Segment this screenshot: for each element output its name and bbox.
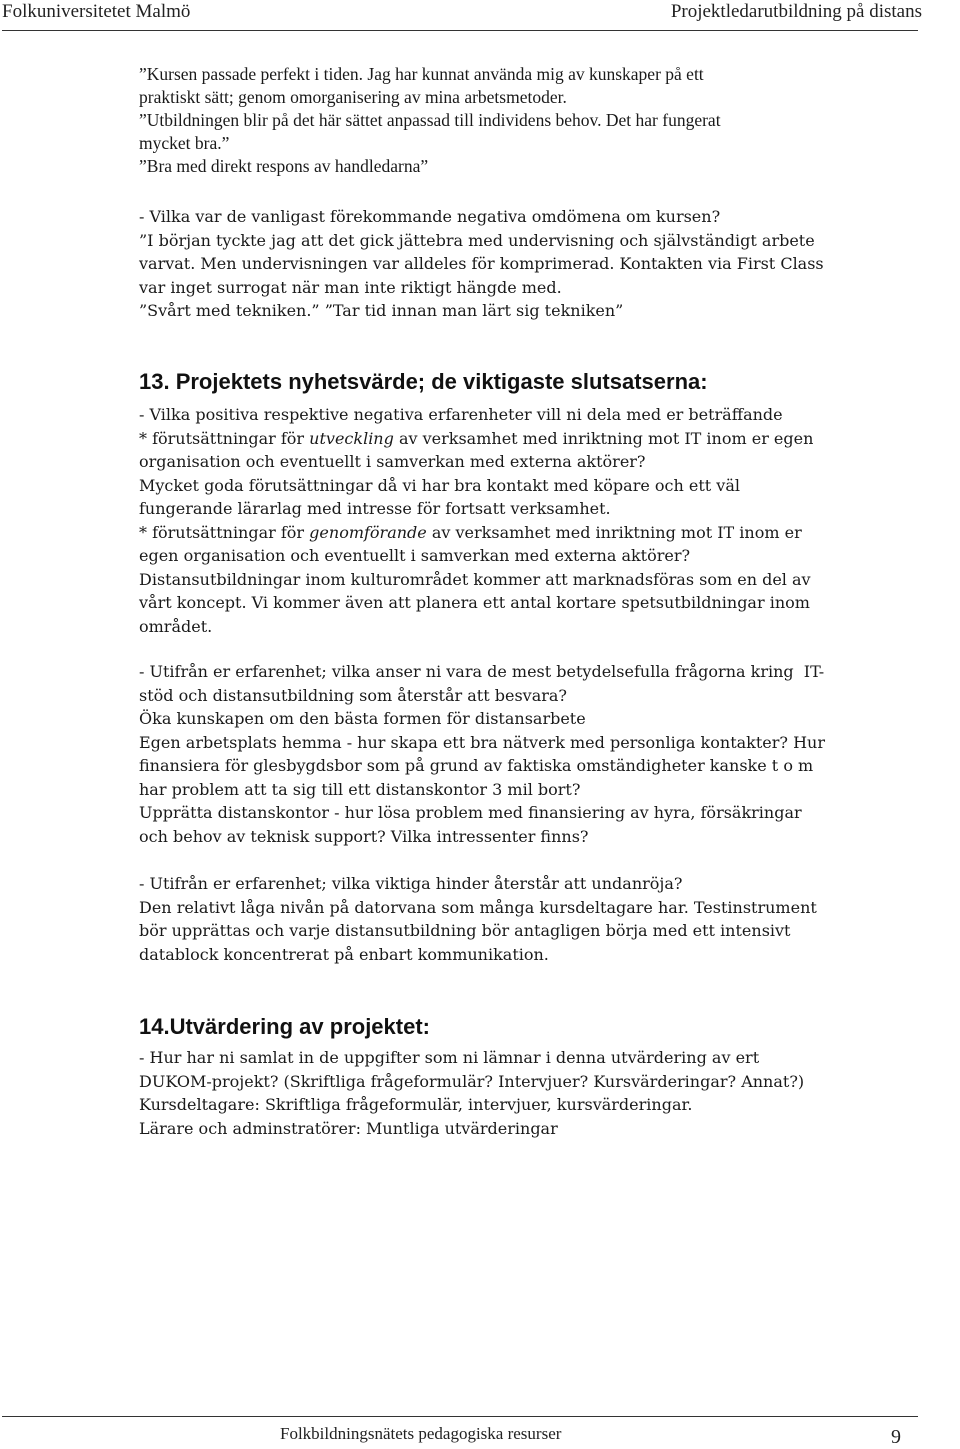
positive-quotes [139,63,919,178]
evaluation-line: DUKOM-projekt? (Skriftliga frågeformulär? Intervjuer? Kursvärderingar? Annat?) [139,1071,805,1091]
evaluation-line: - Hur har ni samlat in de uppgifter som ni lämnar i denna utvärdering av ert [139,1048,760,1067]
obstacles [139,872,919,966]
negative-question: - Vilka var de vanligast förekommande negativa omdömena om kursen? [139,207,721,226]
answer-line: har problem att ta sig till ett distanskontor 3 mil bort? [139,779,581,799]
question-line: * förutsättningar för utveckling av verksamhet med inriktning mot IT inom er egen [139,428,814,448]
answer-line: datablock koncentrerat på enbart kommunikation. [139,944,549,964]
quote-line: praktiskt sätt; genom omorganisering av mina arbetsmetoder. [139,87,567,107]
page-header [2,0,920,30]
answer-line: Mycket goda förutsättningar då vi har bra kontakt med köpare och ett väl [139,475,740,495]
answer-line: Den relativt låga nivån på datorvana som många kursdeltagare har. Testinstrument [139,897,817,917]
section-14-body [139,1046,919,1140]
question-line: organisation och eventuellt i samverkan med externa aktörer? [139,452,646,471]
answer-line: området. [139,616,213,636]
answer-line: ”Svårt med tekniken.” ”Tar tid innan man lärt sig tekniken” [139,301,624,320]
page-number: 9 [891,1426,901,1448]
question-line: * förutsättningar för genomförande av verksamhet med inriktning mot IT inom er [139,522,802,542]
answer-line: ”I början tyckte jag att det gick jättebra med undervisning och självständigt arbete [139,230,815,250]
answer-line: var inget surrogat när man inte riktigt hängde med. [139,277,562,297]
quote-line: ”Utbildningen blir på det här sättet anpassad till individens behov. Det har fungerat [139,110,721,130]
answer-line: bör upprättas och varje distansutbildning bör antagligen börja med ett intensivt [139,921,791,940]
quote-line: ”Bra med direkt respons av handledarna” [139,156,429,176]
answer-line: vårt koncept. Vi kommer även att planera ett antal kortare spetsutbildningar inom [139,593,810,612]
answer-line: Öka kunskapen om den bästa formen för distansarbete [139,709,586,728]
answer-line: Egen arbetsplats hemma - hur skapa ett bra nätverk med personliga kontakter? Hur [139,732,825,752]
quote-line: mycket bra.” [139,133,230,153]
evaluation-line: Lärare och adminstratörer: Muntliga utvärderingar [139,1118,558,1138]
answer-line: finansiera för glesbygdsbor som på grund av faktiska omständigheter kanske t o m [139,756,814,775]
footer-text: Folkbildningsnätets pedagogiska resurser [280,1424,562,1443]
header-rule [2,30,918,31]
evaluation-line: Kursdeltagare: Skriftliga frågeformulär, intervjuer, kursvärderingar. [139,1095,693,1114]
question-line: stöd och distansutbildning som återstår att besvara? [139,685,567,705]
answer-line: Upprätta distanskontor - hur lösa problem med finansiering av hyra, försäkringar [139,803,802,822]
intro-line: - Vilka positiva respektive negativa erfarenheter vill ni dela med er beträffande [139,405,783,424]
section-14-heading: 14.Utvärdering av projektet: [139,1014,430,1039]
header-organization: Folkuniversitetet Malmö [2,1,191,22]
footer-rule [2,1416,918,1417]
answer-line: och behov av teknisk support? Vilka intressenter finns? [139,826,589,846]
important-questions [139,660,919,848]
answer-line: fungerande lärarlag med intresse för fortsatt verksamhet. [139,499,611,518]
quote-line: ”Kursen passade perfekt i tiden. Jag har kunnat använda mig av kunskaper på ett [139,64,704,84]
question-line: - Utifrån er erfarenhet; vilka viktiga hinder återstår att undanröja? [139,874,683,893]
question-line: egen organisation och eventuellt i samverkan med externa aktörer? [139,546,691,565]
answer-line: varvat. Men undervisningen var alldeles för komprimerad. Kontakten via First Class [139,254,824,273]
question-line: - Utifrån er erfarenhet; vilka anser ni vara de mest betydelsefulla frågorna kring IT- [139,662,825,681]
header-course-title: Projektledarutbildning på distans [670,1,922,22]
section-13-body [139,403,919,638]
section-13-heading: 13. Projektets nyhetsvärde; de viktigaste slutsatserna: [139,369,708,394]
answer-line: Distansutbildningar inom kulturområdet kommer att marknadsföras som en del av [139,569,811,589]
negative-reviews [139,205,919,323]
